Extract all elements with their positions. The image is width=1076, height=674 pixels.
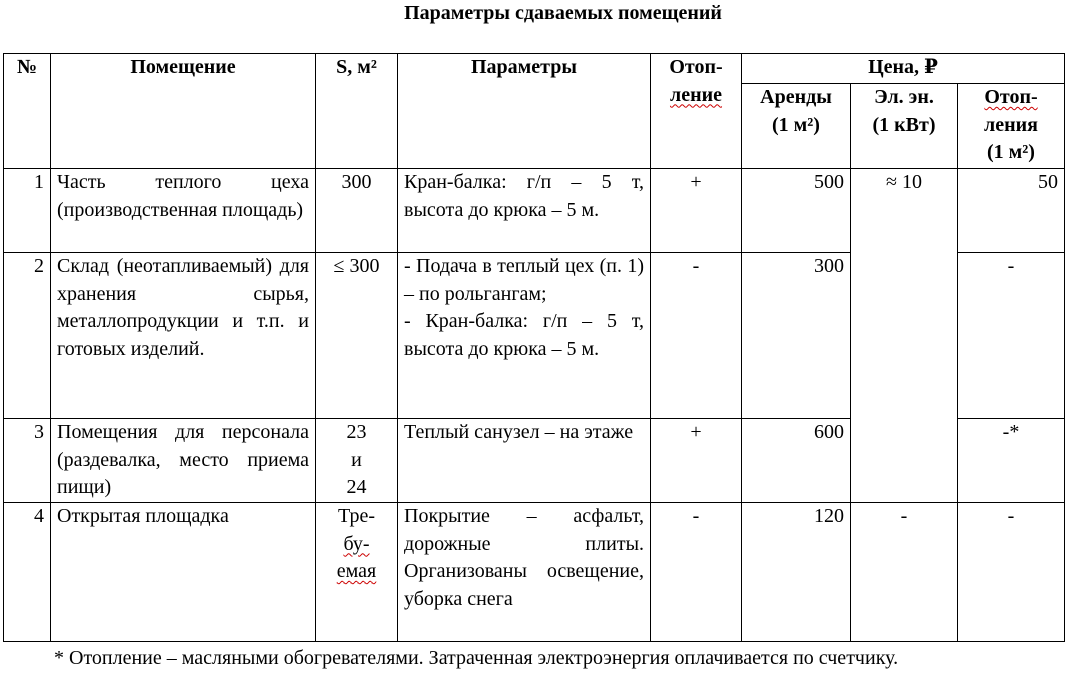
header-params: Параметры [398, 54, 651, 169]
row-area: ≤ 300 [316, 253, 398, 419]
row-heat-price: - [958, 503, 1065, 642]
row-heat-price: -* [958, 419, 1065, 503]
header-heatprice-line1: Отоп- [984, 86, 1038, 108]
row-area [316, 419, 398, 503]
row-num: 3 [4, 419, 51, 503]
row-heating: + [651, 419, 742, 503]
header-heating-line2: ление [669, 83, 723, 106]
row-params-line1: - Подача в теплый цех (п. 1) – по рольгангам; [404, 255, 644, 305]
row-electricity: - [851, 503, 958, 642]
table-row [4, 503, 1065, 642]
row-room-text: Склад (неотапливаемый) для хранения сырья, металлопродукции и т.п. и готовых изделий. [57, 255, 309, 360]
row-heating: - [651, 253, 742, 419]
document-title: Параметры сдаваемых помещений [404, 2, 722, 24]
row-params: Покрытие – асфальт, дорожные плиты. Организованы освещение, уборка снега [398, 503, 651, 642]
row-rent: 500 [742, 169, 851, 253]
row-heating: + [651, 169, 742, 253]
header-electricity [851, 84, 958, 169]
footnote: * Отопление – масляными обогревателями. Затраченная электроэнергия оплачивается по счетчику. [54, 647, 899, 669]
header-rent [742, 84, 851, 169]
row-area [316, 503, 398, 642]
electricity-price-shared: ≈ 10 [851, 169, 958, 503]
header-heating-price [958, 84, 1065, 169]
row-room: Помещения для персонала (раздевалка, место приема пищи) [51, 419, 316, 503]
header-heatprice-line3: (1 м²) [987, 141, 1035, 163]
row-room: Открытая площадка [51, 503, 316, 642]
header-rent-line1: Аренды [760, 86, 832, 108]
row-area-line2: и [351, 448, 362, 471]
header-heating-line1: Отоп- [669, 56, 723, 78]
row-heat-price: 50 [958, 169, 1065, 253]
row-heating: - [651, 503, 742, 642]
header-heatprice-line2: ления [984, 113, 1038, 136]
row-rent: 600 [742, 419, 851, 503]
row-area-line2: бу- [343, 532, 370, 555]
row-area-line1: 23 [346, 421, 367, 443]
table-row [4, 169, 1065, 253]
row-rent: 120 [742, 503, 851, 642]
header-el-line2: (1 кВт) [872, 113, 936, 136]
header-heating [651, 54, 742, 169]
row-area-line3: емая [336, 560, 377, 582]
header-area: S, м² [316, 54, 398, 169]
row-params-line2: - Кран-балка: г/п – 5 т, высота до крюка – 5 м. [404, 310, 644, 360]
row-num: 1 [4, 169, 51, 253]
row-num: 4 [4, 503, 51, 642]
row-params: Теплый санузел – на этаже [398, 419, 651, 503]
rooms-table [3, 53, 1065, 642]
row-num: 2 [4, 253, 51, 419]
row-area-line3: 24 [346, 476, 367, 498]
row-area-line1: Тре- [338, 505, 375, 527]
row-room: Часть теплого цеха (производственная площадь) [51, 169, 316, 253]
row-area: 300 [316, 169, 398, 253]
header-num: № [4, 54, 51, 169]
row-heat-price: - [958, 253, 1065, 419]
row-room [51, 253, 316, 419]
header-room: Помещение [51, 54, 316, 169]
row-params: Кран-балка: г/п – 5 т, высота до крюка – 5 м. [398, 169, 651, 253]
header-rent-line2: (1 м²) [772, 113, 820, 136]
row-params [398, 253, 651, 419]
row-rent: 300 [742, 253, 851, 419]
header-price: Цена, ₽ [742, 54, 1065, 84]
header-el-line1: Эл. эн. [874, 86, 934, 108]
